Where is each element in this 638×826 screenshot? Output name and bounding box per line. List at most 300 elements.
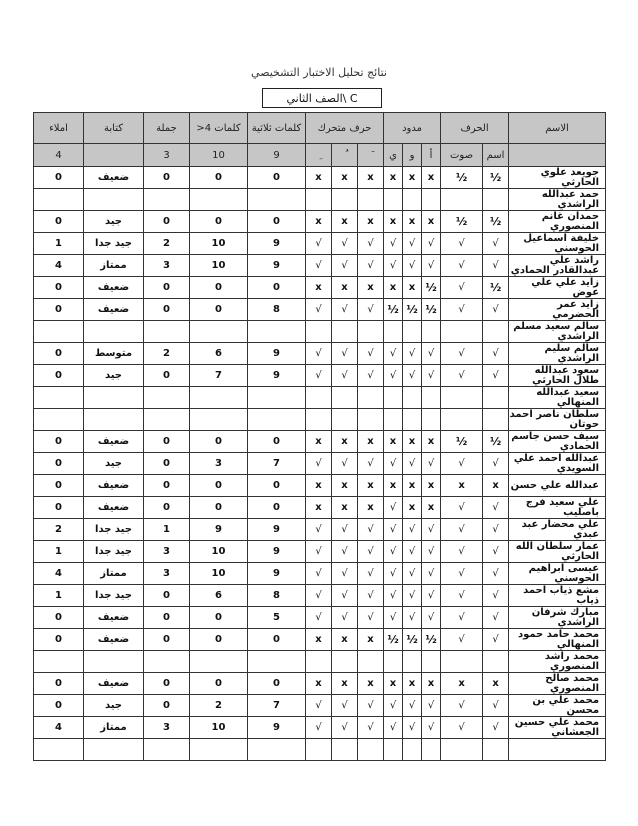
trilateral-score: 9 (248, 519, 306, 541)
table-row (34, 519, 606, 541)
mark-cell: √ (358, 717, 384, 739)
mark-cell: √ (441, 585, 483, 607)
mark-cell (441, 739, 483, 761)
trilateral-score: 0 (248, 277, 306, 299)
writing-grade: جيد (84, 695, 144, 717)
mark-cell (483, 321, 509, 343)
sentence-score (144, 409, 190, 431)
mark-cell: x (384, 431, 403, 453)
four-letter-score: 10 (190, 233, 248, 255)
mark-cell: x (384, 211, 403, 233)
trilateral-score (248, 321, 306, 343)
table-row (34, 211, 606, 233)
mark-cell: √ (384, 497, 403, 519)
mark-cell: √ (332, 541, 358, 563)
mark-cell (358, 189, 384, 211)
trilateral-score: 9 (248, 233, 306, 255)
writing-grade: ضعيف (84, 629, 144, 651)
mark-cell: √ (483, 497, 509, 519)
mark-cell: √ (441, 563, 483, 585)
dictation-score (34, 651, 84, 673)
dictation-score: 2 (34, 519, 84, 541)
writing-grade: متوسط (84, 343, 144, 365)
subheader-damma (332, 144, 358, 167)
mark-cell: x (403, 211, 422, 233)
sentence-score: 0 (144, 211, 190, 233)
mark-cell: x (403, 497, 422, 519)
sentence-score: 0 (144, 277, 190, 299)
writing-grade: ضعيف (84, 167, 144, 189)
mark-cell: x (483, 673, 509, 695)
trilateral-score: 9 (248, 343, 306, 365)
mark-cell (483, 189, 509, 211)
mark-cell (384, 739, 403, 761)
mark-cell: √ (332, 695, 358, 717)
mark-cell: √ (384, 233, 403, 255)
mark-cell: √ (403, 717, 422, 739)
sentence-score: 3 (144, 255, 190, 277)
student-name: سالم سعيد مسلم الراشدي (509, 321, 606, 343)
mark-cell (306, 189, 332, 211)
student-name: مبارك شرفان الراشدي (509, 607, 606, 629)
mark-cell: √ (306, 519, 332, 541)
mark-cell (422, 739, 441, 761)
student-name: عبدالله احمد علي السويدي (509, 453, 606, 475)
mark-cell: √ (441, 519, 483, 541)
four-letter-score: 0 (190, 629, 248, 651)
mark-cell: √ (422, 519, 441, 541)
trilateral-score (248, 387, 306, 409)
mark-cell: √ (306, 255, 332, 277)
mark-cell (403, 321, 422, 343)
sentence-score (144, 651, 190, 673)
mark-cell: x (483, 475, 509, 497)
mark-cell (483, 409, 509, 431)
mark-cell: ½ (403, 629, 422, 651)
mark-cell: √ (358, 519, 384, 541)
student-name: محمد علي حسين الجعشاني (509, 717, 606, 739)
mark-cell: √ (306, 541, 332, 563)
sentence-score: 0 (144, 475, 190, 497)
dictation-score: 1 (34, 233, 84, 255)
mark-cell: √ (441, 299, 483, 321)
sentence-score: 3 (144, 541, 190, 563)
student-name: عيسى ابراهيم الحوسني (509, 563, 606, 585)
student-name: محمد راشد المنصوري (509, 651, 606, 673)
sentence-score: 2 (144, 233, 190, 255)
writing-grade: ضعيف (84, 673, 144, 695)
mark-cell (332, 651, 358, 673)
mark-cell: √ (483, 695, 509, 717)
student-name: سعود عبدالله طلال الحارثي (509, 365, 606, 387)
writing-grade: جيد جدا (84, 585, 144, 607)
mark-cell: x (358, 211, 384, 233)
mark-cell: √ (403, 541, 422, 563)
mark-cell (332, 739, 358, 761)
mark-cell: √ (403, 607, 422, 629)
table-row (34, 453, 606, 475)
four-letter-score: 10 (190, 717, 248, 739)
table-row (34, 299, 606, 321)
mark-cell (441, 321, 483, 343)
mark-cell: x (422, 475, 441, 497)
mark-cell: √ (441, 607, 483, 629)
mark-cell: √ (332, 585, 358, 607)
table-row (34, 233, 606, 255)
table-row (34, 387, 606, 409)
writing-grade: ضعيف (84, 475, 144, 497)
mark-cell: x (332, 167, 358, 189)
mark-cell: ½ (384, 629, 403, 651)
mark-cell: √ (384, 563, 403, 585)
mark-cell: √ (358, 233, 384, 255)
sentence-score: 0 (144, 167, 190, 189)
mark-cell: √ (483, 717, 509, 739)
mark-cell: ½ (403, 299, 422, 321)
sentence-score (144, 739, 190, 761)
class-label: الصف الثاني\ C (262, 88, 382, 108)
mark-cell: √ (384, 695, 403, 717)
mark-cell: x (358, 277, 384, 299)
subheader-row (34, 144, 606, 167)
mark-cell: x (422, 167, 441, 189)
mark-cell: √ (306, 717, 332, 739)
writing-grade (84, 739, 144, 761)
mark-cell: x (441, 475, 483, 497)
dictation-score: 0 (34, 277, 84, 299)
writing-grade (84, 651, 144, 673)
sentence-score: 2 (144, 343, 190, 365)
trilateral-score: 0 (248, 431, 306, 453)
table-row (34, 277, 606, 299)
mark-cell (403, 189, 422, 211)
mark-cell: x (358, 673, 384, 695)
table-row (34, 431, 606, 453)
mark-cell: x (441, 673, 483, 695)
mark-cell: √ (483, 563, 509, 585)
mark-cell: √ (483, 255, 509, 277)
dictation-score: 0 (34, 299, 84, 321)
sentence-score: 0 (144, 673, 190, 695)
mark-cell: x (332, 211, 358, 233)
mark-cell: √ (422, 563, 441, 585)
sentence-score: 3 (144, 563, 190, 585)
four-letter-score: 6 (190, 343, 248, 365)
mark-cell (441, 651, 483, 673)
mark-cell (441, 189, 483, 211)
mark-cell: x (332, 277, 358, 299)
mark-cell: ½ (483, 431, 509, 453)
header-sentence: جملة (144, 113, 190, 144)
subheader-letter-name: اسم (483, 144, 509, 167)
page-title: نتائج تحليل الاختبار التشخيصي (251, 66, 387, 79)
mark-cell: √ (422, 717, 441, 739)
mark-cell: √ (422, 255, 441, 277)
student-name: حمدان غانم المنصوري (509, 211, 606, 233)
header-letter: الحرف (441, 113, 509, 144)
student-name: محمد حامد حمود المنهالي (509, 629, 606, 651)
student-name: جويعد علوي الحارثي (509, 167, 606, 189)
mark-cell: ½ (441, 167, 483, 189)
table-row (34, 717, 606, 739)
mark-cell: √ (403, 233, 422, 255)
mark-cell: √ (483, 365, 509, 387)
mark-cell: √ (384, 255, 403, 277)
mark-cell: x (422, 673, 441, 695)
dictation-score: 0 (34, 629, 84, 651)
mark-cell (384, 387, 403, 409)
header-name: الاسم (509, 113, 606, 144)
mark-cell: ½ (441, 431, 483, 453)
mark-cell: x (403, 167, 422, 189)
table-row (34, 541, 606, 563)
table-row (34, 321, 606, 343)
mark-cell (332, 189, 358, 211)
writing-grade: ضعيف (84, 277, 144, 299)
subheader-madd-ya: ي (384, 144, 403, 167)
header-trilateral-words: كلمات ثلاثية (248, 113, 306, 144)
writing-grade: ضعيف (84, 497, 144, 519)
student-name: حمد عبدالله الراشدي (509, 189, 606, 211)
mark-cell: √ (384, 607, 403, 629)
mark-cell: √ (483, 343, 509, 365)
table-row (34, 365, 606, 387)
writing-grade (84, 189, 144, 211)
mark-cell: √ (483, 585, 509, 607)
mark-cell (403, 387, 422, 409)
student-name: سيف حسن جاسم الحمادي (509, 431, 606, 453)
mark-cell (403, 409, 422, 431)
mark-cell: x (306, 673, 332, 695)
student-name (509, 739, 606, 761)
mark-cell: √ (384, 365, 403, 387)
table-row (34, 343, 606, 365)
mark-cell (483, 739, 509, 761)
subheader-madd-waw: و (403, 144, 422, 167)
mark-cell: √ (422, 585, 441, 607)
student-name: سالم سليم الراشدي (509, 343, 606, 365)
mark-cell: √ (403, 585, 422, 607)
mark-cell: √ (384, 519, 403, 541)
writing-grade: جيد (84, 211, 144, 233)
table-row (34, 651, 606, 673)
mark-cell: √ (358, 255, 384, 277)
writing-grade: ضعيف (84, 299, 144, 321)
mark-cell: √ (384, 717, 403, 739)
four-letter-score: 3 (190, 453, 248, 475)
sentence-score: 0 (144, 299, 190, 321)
four-letter-score: 0 (190, 673, 248, 695)
trilateral-score: 9 (248, 365, 306, 387)
dictation-score: 1 (34, 585, 84, 607)
trilateral-score: 0 (248, 497, 306, 519)
subheader-sentence-max: 3 (144, 144, 190, 167)
writing-grade (84, 387, 144, 409)
mark-cell: √ (358, 453, 384, 475)
dictation-score (34, 189, 84, 211)
sentence-score: 3 (144, 717, 190, 739)
mark-cell (422, 387, 441, 409)
mark-cell: x (358, 475, 384, 497)
student-name: راشد علي عبدالقادر الحمادي (509, 255, 606, 277)
trilateral-score: 0 (248, 673, 306, 695)
mark-cell: √ (332, 519, 358, 541)
sentence-score: 0 (144, 585, 190, 607)
mark-cell: x (306, 629, 332, 651)
four-letter-score: 0 (190, 431, 248, 453)
mark-cell (483, 651, 509, 673)
dictation-score: 0 (34, 497, 84, 519)
mark-cell: √ (403, 365, 422, 387)
four-letter-score (190, 189, 248, 211)
mark-cell: x (332, 673, 358, 695)
mark-cell: √ (422, 343, 441, 365)
mark-cell: √ (441, 541, 483, 563)
four-letter-score: 0 (190, 277, 248, 299)
mark-cell: √ (483, 607, 509, 629)
mark-cell: √ (384, 585, 403, 607)
trilateral-score (248, 189, 306, 211)
trilateral-score: 8 (248, 585, 306, 607)
dictation-score: 0 (34, 607, 84, 629)
mark-cell: √ (306, 695, 332, 717)
table-row (34, 563, 606, 585)
trilateral-score: 9 (248, 255, 306, 277)
dictation-score: 0 (34, 453, 84, 475)
four-letter-score: 0 (190, 475, 248, 497)
mark-cell: x (332, 431, 358, 453)
mark-cell: √ (306, 607, 332, 629)
student-name: زايد علي علي عوض (509, 277, 606, 299)
mark-cell: ½ (441, 211, 483, 233)
trilateral-score: 5 (248, 607, 306, 629)
mark-cell (441, 387, 483, 409)
sentence-score: 0 (144, 431, 190, 453)
student-name: علي محضار عبد عبدي (509, 519, 606, 541)
four-letter-score: 10 (190, 255, 248, 277)
mark-cell (306, 387, 332, 409)
trilateral-score: 0 (248, 475, 306, 497)
mark-cell: √ (422, 607, 441, 629)
table-row (34, 189, 606, 211)
mark-cell: √ (384, 453, 403, 475)
table-row (34, 629, 606, 651)
mark-cell: √ (441, 255, 483, 277)
mark-cell: √ (422, 541, 441, 563)
header-four-letter-words: كلمات 4< (190, 113, 248, 144)
trilateral-score: 9 (248, 541, 306, 563)
student-name: محمد علي بن محسن (509, 695, 606, 717)
mark-cell (422, 189, 441, 211)
sentence-score: 0 (144, 629, 190, 651)
four-letter-score: 6 (190, 585, 248, 607)
mark-cell: x (403, 475, 422, 497)
mark-cell: √ (332, 607, 358, 629)
table-row (34, 673, 606, 695)
table-row (34, 585, 606, 607)
mark-cell: √ (332, 255, 358, 277)
mark-cell: x (332, 629, 358, 651)
mark-cell: √ (441, 365, 483, 387)
trilateral-score: 7 (248, 695, 306, 717)
writing-grade: جيد (84, 365, 144, 387)
student-name: عبدالله علي حسن (509, 475, 606, 497)
sentence-score (144, 321, 190, 343)
four-letter-score: 0 (190, 607, 248, 629)
mark-cell: x (403, 277, 422, 299)
mark-cell (358, 387, 384, 409)
mark-cell (358, 321, 384, 343)
mark-cell: x (358, 497, 384, 519)
four-letter-score (190, 387, 248, 409)
table-row (34, 497, 606, 519)
four-letter-score (190, 651, 248, 673)
four-letter-score: 0 (190, 211, 248, 233)
mark-cell: √ (332, 233, 358, 255)
subheader-dictation-max: 4 (34, 144, 84, 167)
trilateral-score: 9 (248, 717, 306, 739)
mark-cell: √ (441, 695, 483, 717)
mark-cell: √ (306, 299, 332, 321)
header-writing: كتابة (84, 113, 144, 144)
mark-cell: x (384, 277, 403, 299)
mark-cell: x (306, 211, 332, 233)
mark-cell: ½ (422, 277, 441, 299)
mark-cell (403, 651, 422, 673)
mark-cell: √ (332, 717, 358, 739)
sentence-score: 0 (144, 695, 190, 717)
mark-cell: √ (422, 365, 441, 387)
mark-cell: x (403, 431, 422, 453)
mark-cell: √ (358, 343, 384, 365)
mark-cell (332, 409, 358, 431)
dictation-score: 4 (34, 563, 84, 585)
dictation-score (34, 739, 84, 761)
student-name: علي سعيد فرج باصليب (509, 497, 606, 519)
four-letter-score: 9 (190, 519, 248, 541)
subheader-kasra (306, 144, 332, 167)
dictation-score: 0 (34, 211, 84, 233)
mark-cell (306, 651, 332, 673)
table-row (34, 475, 606, 497)
four-letter-score: 0 (190, 299, 248, 321)
mark-cell: √ (422, 233, 441, 255)
writing-grade (84, 321, 144, 343)
mark-cell: √ (403, 563, 422, 585)
mark-cell (422, 409, 441, 431)
mark-cell: √ (483, 453, 509, 475)
dictation-score (34, 409, 84, 431)
writing-grade: جيد (84, 453, 144, 475)
sentence-score (144, 387, 190, 409)
sentence-score: 1 (144, 519, 190, 541)
mark-cell: x (306, 167, 332, 189)
four-letter-score (190, 409, 248, 431)
trilateral-score (248, 651, 306, 673)
mark-cell: √ (332, 563, 358, 585)
header-haraka: حرف متحرك (306, 113, 384, 144)
mark-cell: x (422, 431, 441, 453)
mark-cell: √ (441, 343, 483, 365)
writing-grade (84, 409, 144, 431)
writing-grade: جيد جدا (84, 541, 144, 563)
subheader-letter-sound: صوت (441, 144, 483, 167)
dictation-score: 0 (34, 431, 84, 453)
mark-cell: x (332, 497, 358, 519)
student-name: سعيد عبدالله المنهالي (509, 387, 606, 409)
mark-cell: √ (358, 695, 384, 717)
four-letter-score: 10 (190, 541, 248, 563)
